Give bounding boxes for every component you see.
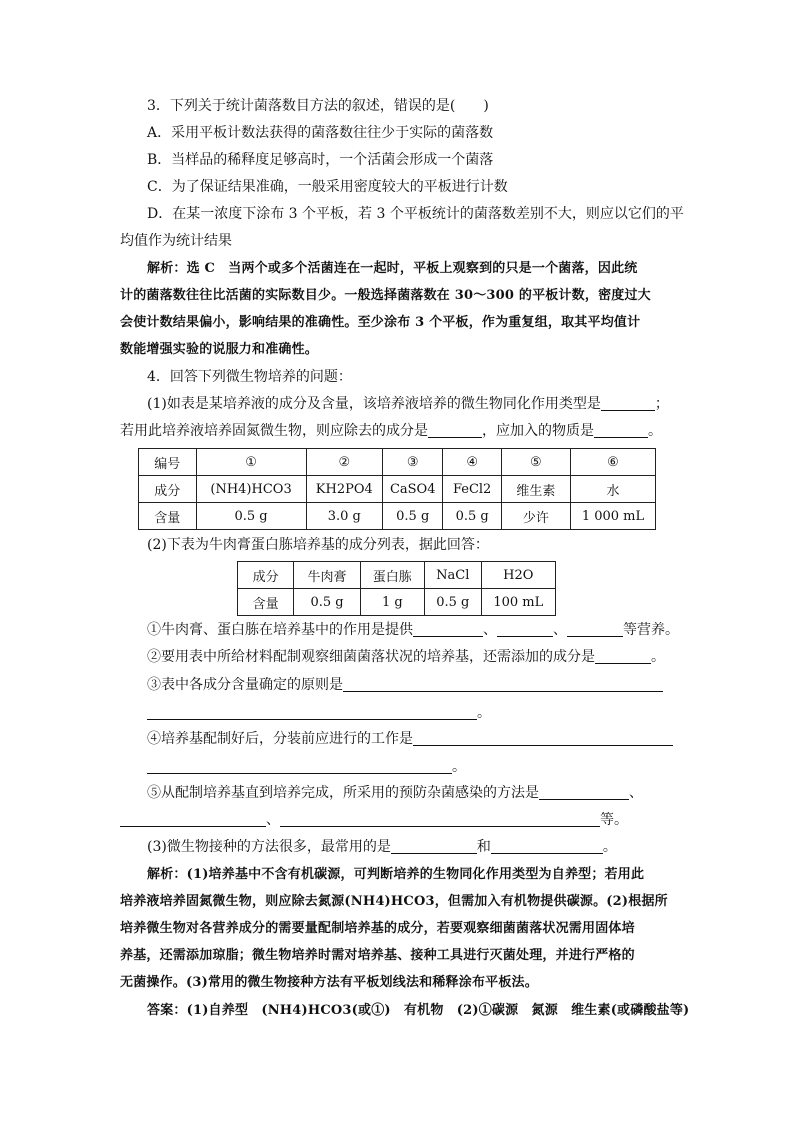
table-cell: 0.5 g bbox=[424, 589, 481, 616]
q3-explanation-line2: 计的菌落数往往比活菌的实际数目少。一般选择菌落数在 30～300 的平板计数，密度过大 bbox=[120, 288, 651, 303]
q4-part1-text-c: 若用此培养液培养固氮微生物，则应除去的成分是 bbox=[120, 423, 428, 439]
table-cell: ⑥ bbox=[570, 449, 655, 476]
table-cell: 3.0 g bbox=[306, 503, 382, 530]
q4-sub5-line2 bbox=[120, 810, 628, 830]
q4-part1-line2 bbox=[120, 421, 662, 441]
answer-blank[interactable] bbox=[497, 621, 553, 637]
q4-part1-text-e: 。 bbox=[648, 423, 662, 439]
q4-part1-line1 bbox=[147, 394, 669, 414]
answer-blank[interactable] bbox=[594, 422, 648, 438]
table-row bbox=[139, 449, 656, 476]
answer-blank[interactable] bbox=[343, 676, 663, 692]
table-cell: 0.5 g bbox=[196, 503, 306, 530]
q4-sub5-text-b: 、 bbox=[629, 785, 643, 801]
q4-explanation-line5: 无菌操作。(3)常用的微生物接种方法有平板划线法和稀释涂布平板法。 bbox=[120, 975, 538, 990]
q4-sub2 bbox=[147, 647, 665, 667]
answer-blank[interactable] bbox=[428, 422, 482, 438]
q4-part2-intro: (2)下表为牛肉膏蛋白胨培养基的成分列表，据此回答： bbox=[147, 537, 489, 553]
q4-sub3-text-b: 。 bbox=[477, 705, 491, 721]
q3-option-c: C．为了保证结果准确，一般采用密度较大的平板进行计数 bbox=[147, 179, 508, 195]
table-cell: 蛋白胨 bbox=[360, 562, 424, 589]
table-cell: ① bbox=[196, 449, 306, 476]
culture-medium-table bbox=[138, 448, 656, 530]
table-cell: 水 bbox=[570, 476, 655, 503]
table-cell: 1 g bbox=[360, 589, 424, 616]
table-cell: 成分 bbox=[238, 562, 294, 589]
table-cell: 0.5 g bbox=[382, 503, 443, 530]
q4-sub4-line2 bbox=[147, 757, 466, 777]
q3-option-d-line1: D．在某一浓度下涂布 3 个平板，若 3 个平板统计的菌落数差别不大，则应以它们的平 bbox=[147, 206, 684, 222]
q4-part1-text-b: ； bbox=[654, 396, 669, 412]
answer-blank[interactable] bbox=[595, 648, 651, 664]
table-cell: ④ bbox=[443, 449, 501, 476]
q3-explanation-line4: 数能增强实验的说服力和准确性。 bbox=[120, 342, 319, 357]
table-cell: 1 000 mL bbox=[570, 503, 655, 530]
answer-blank[interactable] bbox=[120, 811, 266, 827]
q4-part3-text-c: 。 bbox=[602, 839, 617, 855]
answer-blank[interactable] bbox=[539, 784, 629, 800]
q4-sub2-text-b: 。 bbox=[651, 649, 665, 665]
table-cell: 编号 bbox=[139, 449, 197, 476]
q4-stem: 4．回答下列微生物培养的问题： bbox=[147, 369, 352, 385]
table-cell: NaCl bbox=[424, 562, 481, 589]
q4-sub5-text-a: ⑤从配制培养基直到培养完成，所采用的预防杂菌感染的方法是 bbox=[147, 785, 539, 801]
table-cell: 少许 bbox=[501, 503, 570, 530]
table-cell: ③ bbox=[382, 449, 443, 476]
beef-peptone-table bbox=[237, 561, 556, 616]
answer-blank[interactable] bbox=[413, 730, 673, 746]
q4-sub2-text-a: ②要用表中所给材料配制观察细菌菌落状况的培养基，还需添加的成分是 bbox=[147, 649, 595, 665]
q3-option-a: A．采用平板计数法获得的菌落数往往少于实际的菌落数 bbox=[147, 125, 494, 141]
table-cell: 维生素 bbox=[501, 476, 570, 503]
q4-part1-text-d: ，应加入的物质是 bbox=[482, 423, 594, 439]
answer-blank[interactable] bbox=[491, 838, 603, 854]
q4-part1-text-a: (1)如表是某培养液的成分及含量，该培养液培养的微生物同化作用类型是 bbox=[147, 396, 601, 412]
table-cell: FeCl2 bbox=[443, 476, 501, 503]
q4-sub3-line2 bbox=[147, 703, 491, 723]
table-cell: 含量 bbox=[139, 503, 197, 530]
q4-sub3-line1 bbox=[147, 675, 663, 695]
answer-blank[interactable] bbox=[391, 838, 477, 854]
q4-sub5-text-c: 、 bbox=[266, 812, 280, 828]
table-cell: 0.5 g bbox=[443, 503, 501, 530]
q4-part3 bbox=[147, 837, 617, 857]
table-row bbox=[139, 503, 656, 530]
table-cell: ② bbox=[306, 449, 382, 476]
q4-sub4-line1 bbox=[147, 729, 673, 749]
table-cell: ⑤ bbox=[501, 449, 570, 476]
q3-explanation-line3: 会使计数结果偏小，影响结果的准确性。至少涂布 3 个平板，作为重复组，取其平均值计 bbox=[120, 315, 641, 330]
table-cell: CaSO4 bbox=[382, 476, 443, 503]
q4-sub1 bbox=[147, 620, 679, 640]
q4-explanation-line4: 养基，还需添加琼脂；微生物培养时需对培养基、接种工具进行灭菌处理，并进行严格的 bbox=[120, 948, 635, 963]
table-cell: 牛肉膏 bbox=[294, 562, 360, 589]
table-cell: (NH4)HCO3 bbox=[196, 476, 306, 503]
q4-part3-text-b: 和 bbox=[476, 839, 491, 855]
q3-option-b: B．当样品的稀释度足够高时，一个活菌会形成一个菌落 bbox=[147, 152, 494, 168]
q4-sub1-text-a: ①牛肉膏、蛋白胨在培养基中的作用是提供 bbox=[147, 622, 413, 638]
q3-stem: 3．下列关于统计菌落数目方法的叙述，错误的是( ) bbox=[147, 98, 489, 114]
table-cell: KH2PO4 bbox=[306, 476, 382, 503]
table-row bbox=[238, 589, 556, 616]
q4-explanation-line1: 解析：(1)培养基中不含有机碳源，可判断培养的生物同化作用类型为自养型；若用此 bbox=[147, 867, 645, 882]
q4-sub4-text-b: 。 bbox=[452, 759, 466, 775]
q4-explanation-line2: 培养液培养固氮微生物，则应除去氮源(NH4)HCO3，但需加入有机物提供碳源。(2)根据所 bbox=[120, 894, 668, 909]
table-cell: 100 mL bbox=[481, 589, 555, 616]
table-cell: 含量 bbox=[238, 589, 294, 616]
q3-option-d-line2: 均值作为统计结果 bbox=[120, 233, 232, 249]
table-cell: H2O bbox=[481, 562, 555, 589]
answer-blank[interactable] bbox=[147, 758, 452, 774]
answer-blank[interactable] bbox=[413, 621, 483, 637]
answer-blank[interactable] bbox=[601, 395, 655, 411]
answer-blank[interactable] bbox=[567, 621, 623, 637]
q3-explanation-line1: 解析：选 C 当两个或多个活菌连在一起时，平板上观察到的只是一个菌落，因此统 bbox=[147, 261, 638, 276]
answer-blank[interactable] bbox=[147, 704, 477, 720]
table-cell: 成分 bbox=[139, 476, 197, 503]
answer-blank[interactable] bbox=[280, 811, 600, 827]
q4-sub1-text-c: 、 bbox=[553, 622, 567, 638]
q4-sub5-text-d: 等。 bbox=[600, 812, 628, 828]
q4-sub5-line1 bbox=[147, 783, 643, 803]
table-row bbox=[238, 562, 556, 589]
q4-sub1-text-b: 、 bbox=[483, 622, 497, 638]
table-row bbox=[139, 476, 656, 503]
q4-part3-text-a: (3)微生物接种的方法很多，最常用的是 bbox=[147, 839, 391, 855]
q4-answer: 答案：(1)自养型 (NH4)HCO3(或①) 有机物 (2)①碳源 氮源 维生素(或磷酸盐等) bbox=[147, 1003, 690, 1018]
q4-sub3-text-a: ③表中各成分含量确定的原则是 bbox=[147, 677, 343, 693]
table-cell: 0.5 g bbox=[294, 589, 360, 616]
q4-explanation-line3: 培养微生物对各营养成分的需要量配制培养基的成分，若要观察细菌菌落状况需用固体培 bbox=[120, 921, 635, 936]
q4-sub1-text-d: 等营养。 bbox=[623, 622, 679, 638]
q4-sub4-text-a: ④培养基配制好后，分装前应进行的工作是 bbox=[147, 731, 413, 747]
